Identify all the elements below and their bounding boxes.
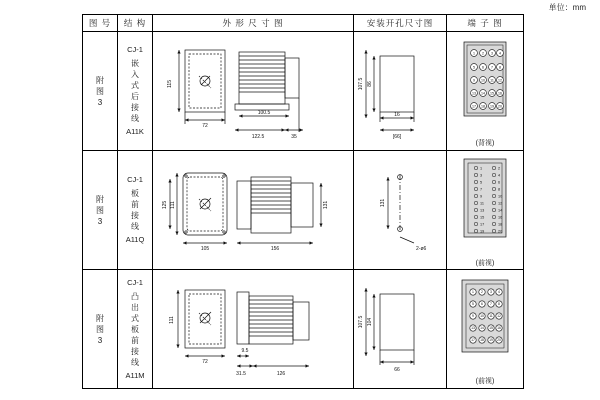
svg-text:5: 5 [480,180,483,185]
dim-9-5: 9.5 [241,348,249,354]
header-outline: 外 形 尺 寸 图 [153,15,354,32]
svg-text:15: 15 [489,326,493,331]
dim-107-5: 107.5 [358,77,364,91]
cell-outline-drawing [153,270,354,389]
cell-figure-no [83,151,118,270]
svg-text:2: 2 [482,51,484,56]
dim-131-mount: 131 [380,198,386,208]
cell-terminal-drawing [447,32,524,151]
svg-text:14: 14 [481,91,485,96]
dim-122-5: 122.5 [251,134,265,140]
svg-text:18: 18 [481,104,485,109]
terminal-caption-2: (前视) [475,260,495,267]
header-terminal: 端 子 图 [447,15,524,32]
dim-100-5: 100.5 [257,110,271,116]
svg-text:2: 2 [498,166,501,171]
dim-107-5-r3: 107.5 [358,315,364,329]
mounting-svg-1 [354,32,446,150]
cell-terminal-drawing [447,270,524,389]
svg-text:11: 11 [490,78,494,83]
cell-outline-drawing [153,151,354,270]
svg-text:20: 20 [498,104,502,109]
figure-no-label: 附图3 [96,313,104,345]
mounting-svg-2 [354,151,446,269]
dim-35: 35 [291,134,297,140]
svg-text:7: 7 [480,187,483,192]
dim-115: 115 [167,80,173,88]
header-figure-no: 图 号 [83,15,118,32]
svg-text:6: 6 [498,180,501,185]
svg-text:8: 8 [498,302,500,307]
svg-text:5: 5 [472,302,474,307]
svg-text:7: 7 [490,302,492,307]
dim-2-d6: 2-ø6 [416,246,427,252]
unit-label: 单位：mm [548,3,586,12]
svg-text:20: 20 [497,338,501,343]
svg-text:1: 1 [472,290,474,295]
terminal-caption-1: (背视) [475,140,495,147]
dim-125: 125 [162,200,168,210]
dim-16: 16 [394,112,400,118]
svg-text:15: 15 [480,215,485,220]
table-row [83,151,524,270]
svg-text:20: 20 [498,229,503,234]
structure-text: 凸出式板前接线 [131,291,139,367]
structure-text: 嵌入式后接线 [131,59,139,123]
dim-156: 156 [270,246,280,252]
dim-104: 104 [367,317,373,327]
svg-text:3: 3 [491,51,493,56]
svg-text:16: 16 [498,215,503,220]
svg-text:9: 9 [473,78,475,83]
cell-figure-no [83,270,118,389]
svg-text:16: 16 [497,326,501,331]
svg-text:4: 4 [498,173,501,178]
svg-text:12: 12 [498,201,503,206]
cell-outline-drawing [153,32,354,151]
svg-text:8: 8 [499,65,501,70]
svg-text:4: 4 [499,51,501,56]
svg-text:14: 14 [480,326,484,331]
dim-111-r3: 111 [169,316,175,324]
mounting-drawing-2 [354,151,446,269]
cell-terminal-drawing [447,151,524,270]
svg-text:7: 7 [491,65,493,70]
svg-text:9: 9 [472,314,474,319]
cell-structure [118,32,153,151]
svg-text:5: 5 [473,65,475,70]
structure-model-top: CJ-1 [127,175,143,184]
terminal-drawing-2 [447,151,523,269]
svg-text:6: 6 [481,302,483,307]
structure-model-top: CJ-1 [127,277,143,287]
cell-mounting-drawing [354,270,447,389]
outline-svg-1 [153,32,353,150]
svg-text:11: 11 [489,314,493,319]
structure-model-bottom: A11M [125,370,145,380]
mounting-drawing-1 [354,32,446,150]
svg-text:19: 19 [489,338,493,343]
svg-text:1: 1 [473,51,475,56]
structure-model-top: CJ-1 [127,45,143,54]
outline-drawing-2 [153,151,353,269]
dim-86: 86 [367,81,373,87]
structure-model-bottom: A11K [126,127,144,136]
svg-text:18: 18 [480,338,484,343]
structure-text: 板前接线 [131,189,139,231]
mounting-svg-3 [354,270,446,388]
svg-text:10: 10 [481,78,485,83]
svg-text:19: 19 [490,104,494,109]
svg-text:13: 13 [472,91,476,96]
terminal-drawing-3 [447,270,523,388]
mounting-drawing-3 [354,270,446,388]
table-row [83,270,524,389]
header-structure: 结 构 [118,15,153,32]
outline-svg-2 [153,151,353,269]
svg-text:3: 3 [490,290,492,295]
cell-structure [118,270,153,389]
svg-text:17: 17 [480,222,485,227]
dim-72-r3: 72 [202,359,208,365]
dim-31-5: 31.5 [236,371,246,377]
svg-text:1: 1 [480,166,483,171]
terminal-drawing-1 [447,32,523,150]
outline-drawing-3 [153,270,353,388]
dim-111: 111 [170,201,176,209]
dim-126: 126 [276,371,286,377]
outline-svg-3 [153,270,353,388]
cell-structure [118,151,153,270]
header-mounting: 安装开孔尺寸图 [354,15,447,32]
svg-text:17: 17 [471,338,475,343]
terminal-svg-2 [447,151,523,255]
svg-text:15: 15 [490,91,494,96]
svg-text:6: 6 [482,65,484,70]
figure-no-label: 附图3 [96,75,104,107]
svg-text:12: 12 [498,78,502,83]
svg-text:13: 13 [471,326,475,331]
svg-text:19: 19 [480,229,485,234]
table-row [83,32,524,151]
dim-66: [66] [392,134,402,140]
svg-text:14: 14 [498,208,503,213]
svg-text:9: 9 [480,194,483,199]
dim-131: 131 [323,200,329,210]
svg-text:13: 13 [480,208,485,213]
svg-text:10: 10 [498,194,503,199]
svg-text:4: 4 [498,290,500,295]
terminal-svg-1 [447,32,523,136]
cell-mounting-drawing [354,151,447,270]
dim-72: 72 [202,123,208,129]
svg-text:18: 18 [498,222,503,227]
svg-text:10: 10 [480,314,484,319]
terminal-svg-3 [447,270,523,374]
svg-text:16: 16 [498,91,502,96]
svg-text:11: 11 [480,201,484,206]
dim-105: 105 [200,246,210,252]
svg-text:12: 12 [497,314,501,319]
outline-drawing-1 [153,32,353,150]
cell-mounting-drawing [354,32,447,151]
svg-text:3: 3 [480,173,483,178]
spec-table [82,14,524,389]
cell-figure-no [83,32,118,151]
terminal-caption-3: (前视) [475,378,495,385]
svg-text:8: 8 [498,187,501,192]
svg-text:2: 2 [481,290,483,295]
figure-no-label: 附图3 [96,194,104,226]
structure-model-bottom: A11Q [125,235,145,244]
dim-66-r3: 66 [394,367,400,373]
table-header-row [83,15,524,32]
svg-text:17: 17 [472,104,476,109]
